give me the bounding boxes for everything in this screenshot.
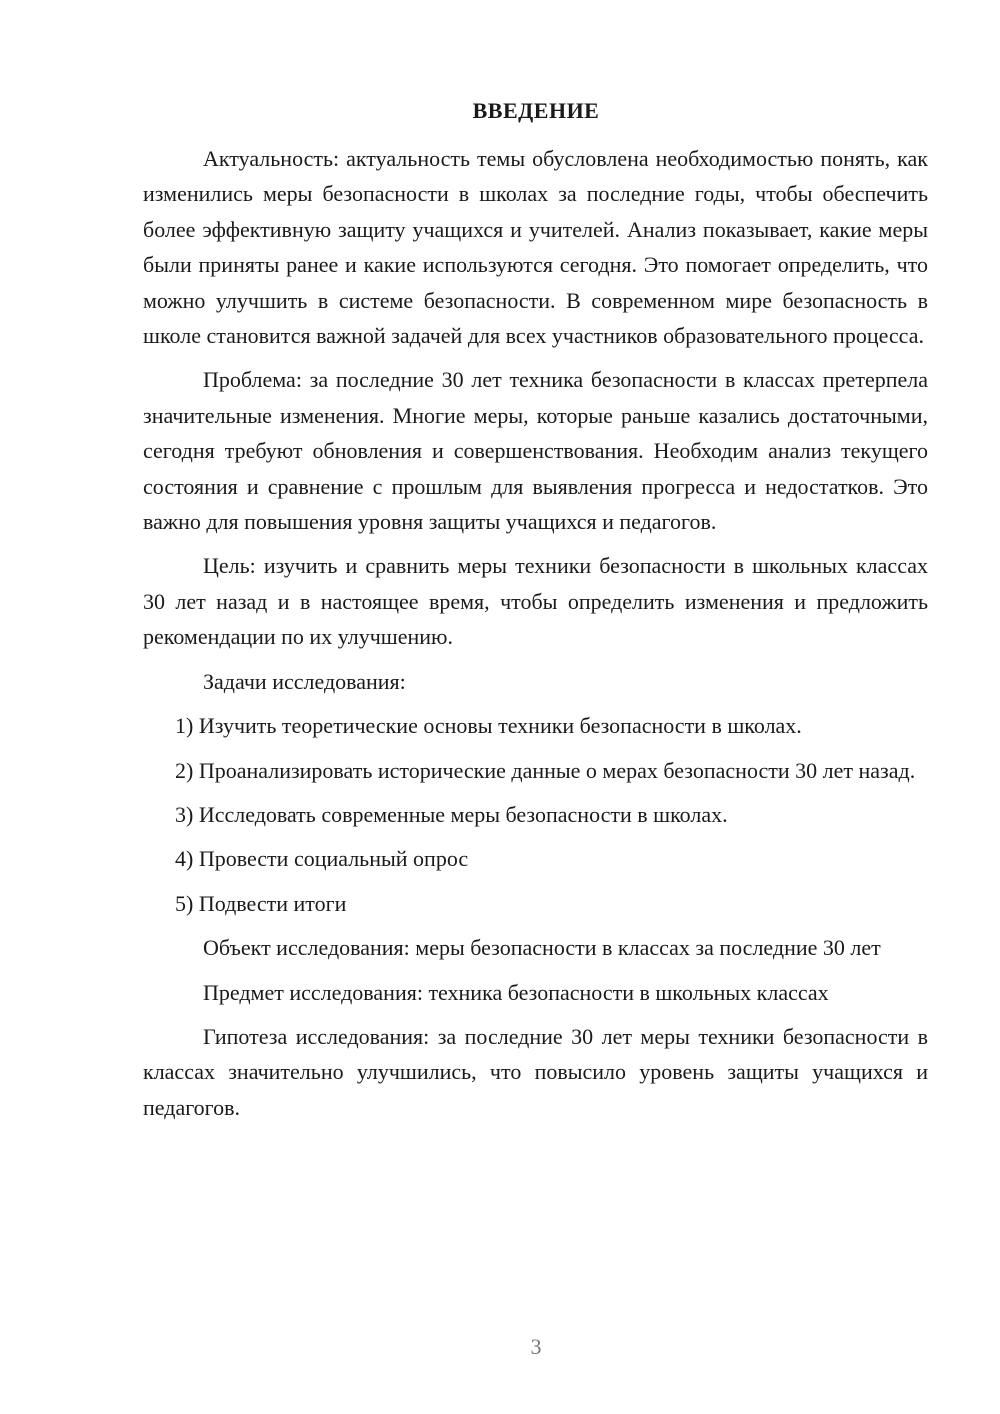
subject-paragraph: Предмет исследования: техника безопасности в школьных классах xyxy=(203,979,829,1005)
list-item: 4) Провести социальный опрос xyxy=(175,846,469,872)
hypothesis-paragraph: Гипотеза исследования: за последние 30 лет меры техники безопасности в классах значительно улучшились, что повысило уровень защиты учащихся и педагогов. xyxy=(143,1023,928,1120)
page-number: 3 xyxy=(530,1334,542,1359)
tasks-heading: Задачи исследования: xyxy=(203,668,406,694)
relevance-paragraph: Актуальность: актуальность темы обусловлена необходимостью понять, как изменились меры безопасности в школах за последние годы, чтобы обеспечить более эффективную защиту учащихся и учителей. Анализ показывает, какие меры были приняты ранее и какие используются сегодня. Это помогает определить, что можно улучшить в системе безопасности. В современном мире безопасность в школе становится важной задачей для всех участников образовательного процесса. xyxy=(143,146,928,349)
tasks-list xyxy=(143,708,928,921)
document-body xyxy=(143,141,928,1134)
goal-paragraph: Цель: изучить и сравнить меры техники безопасности в школьных классах 30 лет назад и в настоящее время, чтобы определить изменения и предложить рекомендации по их улучшению. xyxy=(143,553,928,650)
object-paragraph: Объект исследования: меры безопасности в классах за последние 30 лет xyxy=(203,935,881,961)
list-item: 1) Изучить теоретические основы техники безопасности в школах. xyxy=(175,713,802,739)
page-title: ВВЕДЕНИЕ xyxy=(472,98,600,123)
list-item: 3) Исследовать современные меры безопасности в школах. xyxy=(175,801,728,827)
list-item: 2) Проанализировать исторические данные о мерах безопасности 30 лет назад. xyxy=(175,757,916,783)
problem-paragraph: Проблема: за последние 30 лет техника безопасности в классах претерпела значительные изменения. Многие меры, которые раньше казались достаточными, сегодня требуют обновления и совершенствования. Необходим анализ текущего состояния и сравнение с прошлым для выявления прогресса и недостатков. Это важно для повышения уровня защиты учащихся и педагогов. xyxy=(143,367,928,535)
list-item: 5) Подвести итоги xyxy=(175,890,347,916)
